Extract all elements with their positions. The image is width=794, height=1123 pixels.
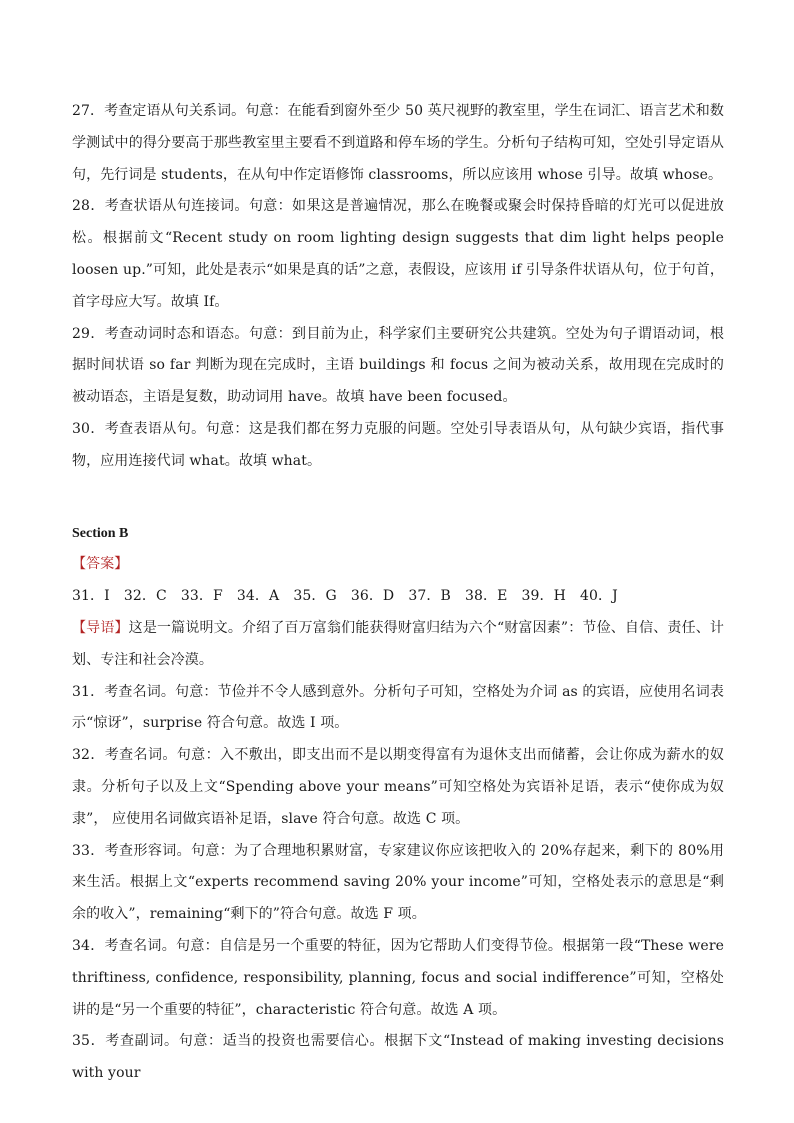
guide-text: 这是一篇说明文。介绍了百万富翁们能获得财富归结为六个“财富因素”：节俭、自信、责任、计划、专注和社会冷漠。 (72, 619, 724, 668)
explanation-32: 32．考查名词。句意：入不敷出，即支出而不是以期变得富有为退休支出而储蓄，会让你成为薪水的奴隶。分析句子以及上文“Spending above your means”可知空格处为宾语补足语，表示“使你成为奴隶”， 应使用名词做宾语补足语，slave 符合句意。故选 C 项。 (72, 747, 724, 827)
answer-label (72, 549, 724, 581)
guide-paragraph (72, 613, 724, 677)
explanation-30: 30．考查表语从句。句意：这是我们都在努力克服的问题。空处引导表语从句，从句缺少宾语，指代事物，应用连接代词 what。故填 what。 (72, 420, 724, 469)
guide-label-mark: 【导语】 (72, 619, 129, 636)
explanation-27: 27．考查定语从句关系词。句意：在能看到窗外至少 50 英尺视野的教室里，学生在词汇、语言艺术和数学测试中的得分要高于那些教室里主要看不到道路和停车场的学生。分析句子结构可知，空处引导定语从句，先行词是 students，在从句中作定语修饰 classrooms，所以应该用 whose 引导。故填 whose。 (72, 103, 724, 183)
explanation-28: 28．考查状语从句连接词。句意：如果这是普遍情况，那么在晚餐或聚会时保持昏暗的灯光可以促进放松。根据前文“Recent study on room lighting design suggests that dim light helps people loosen up.”可知，此处是表示“如果是真的话”之意，表假设，应该用 if 引导条件状语从句，位于句首，首字母应大写。故填 If。 (72, 198, 724, 310)
explanation-31: 31．考查名词。句意：节俭并不令人感到意外。分析句子可知，空格处为介词 as 的宾语，应使用名词表示“惊讶”，surprise 符合句意。故选 I 项。 (72, 683, 724, 732)
spacer (72, 478, 724, 518)
explanation-35: 35．考查副词。句意：适当的投资也需要信心。根据下文“Instead of making investing decisions with your (72, 1033, 724, 1082)
explanation-29: 29．考查动词时态和语态。句意：到目前为止，科学家们主要研究公共建筑。空处为句子谓语动词，根据时间状语 so far 判断为现在完成时，主语 buildings 和 focus 之间为被动关系，故用现在完成时的被动语态，主语是复数，助动词用 have。故填 have been focused。 (72, 325, 724, 406)
explanation-33: 33．考查形容词。句意：为了合理地积累财富，专家建议你应该把收入的 20%存起来，剩下的 80%用来生活。根据上文“experts recommend saving 20% your income”可知，空格处表示的意思是“剩余的收入”，remaining“剩下的”符合句意。故选 F 项。 (72, 842, 724, 923)
answer-key: 31．I 32．C 33．F 34．A 35．G 36．D 37．B 38．E 39．H 40．J (72, 588, 618, 605)
section-b-title: Section B (72, 525, 129, 541)
answer-label-mark: 【答案】 (72, 556, 129, 573)
explanation-34: 34．考查名词。句意：自信是另一个重要的特征，因为它帮助人们变得节俭。根据第一段“These were thriftiness, confidence, responsibility, planning, focus and social indifference”可知，空格处讲的是“另一个重要的特征”，characteristic 符合句意。故选 A 项。 (72, 937, 724, 1018)
document-page (72, 96, 724, 1090)
